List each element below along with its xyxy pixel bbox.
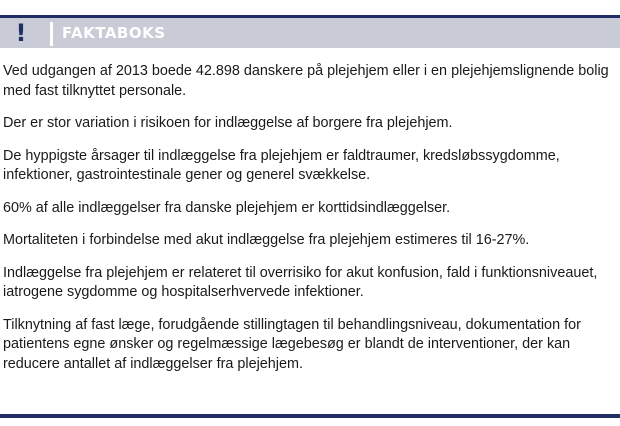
- fact-paragraph-6: Indlæggelse fra plejehjem er relateret til overrisiko for akut konfusion, fald i funktionsniveauet, iatrogene sygdomme og hospitalserhvervede infektioner.: [3, 264, 598, 300]
- factbox-header: [0, 15, 620, 48]
- header-divider: [50, 22, 53, 46]
- fact-paragraph-3: De hyppigste årsager til indlæggelse fra plejehjem er faldtraumer, kredsløbssygdomme, infektioner, gastrointestinale gener og generel svækkelse.: [3, 147, 560, 183]
- bottom-rule: [0, 414, 620, 418]
- fact-paragraph-7: Tilknytning af fast læge, forudgående stillingtagen til behandlingsniveau, dokumentation for patientens egne ønsker og regelmæssige lægebesøg er blandt de interventioner, der kan reducere antallet af indlæggelser fra plejehjem.: [3, 316, 581, 372]
- fact-paragraph-2: Der er stor variation i risikoen for indlæggelse af borgere fra plejehjem.: [3, 115, 453, 131]
- exclamation-glyph: !: [15, 19, 27, 47]
- exclamation-icon: [0, 18, 42, 48]
- fact-paragraph-1: Ved udgangen af 2013 boede 42.898 danskere på plejehjem eller i en plejehjemslignende bolig med fast tilknyttet personale.: [3, 63, 609, 99]
- factbox-content: [3, 62, 615, 387]
- fact-paragraph-4: 60% af alle indlæggelser fra danske plejehjem er korttidsindlæggelser.: [3, 199, 451, 216]
- fact-paragraph-5: Mortaliteten i forbindelse med akut indlæggelse fra plejehjem estimeres til 16-27%.: [3, 232, 530, 248]
- factbox-title: FAKTABOKS: [62, 24, 166, 42]
